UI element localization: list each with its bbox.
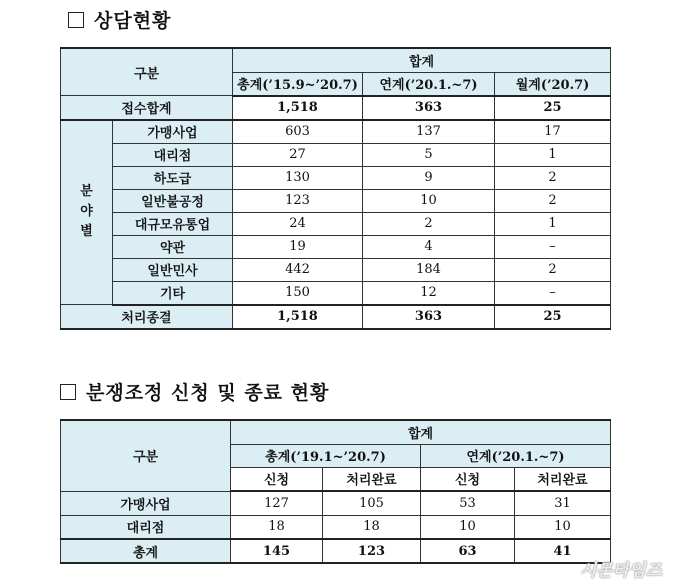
table-row <box>61 212 611 235</box>
cell-monthly: 2 <box>495 258 611 281</box>
cell-apply-yearly: 53 <box>421 491 515 515</box>
header-yearly: 연계(’20.1.~7) <box>363 72 495 96</box>
header-done: 처리완료 <box>515 467 611 491</box>
table-row <box>61 166 611 189</box>
checkbox-square-icon <box>68 12 84 28</box>
cell-apply-yearly: 63 <box>421 539 515 563</box>
header-group-yearly: 연계(’20.1.~7) <box>421 444 611 467</box>
row-label: 총계 <box>61 539 231 563</box>
cell-total: 123 <box>233 189 363 212</box>
cell-total: 1,518 <box>233 305 363 329</box>
row-label: 접수합계 <box>61 96 233 120</box>
cell-apply-total: 18 <box>231 515 323 539</box>
table-row <box>61 120 611 144</box>
cell-total: 442 <box>233 258 363 281</box>
cell-done-total: 18 <box>323 515 421 539</box>
cell-apply-total: 127 <box>231 491 323 515</box>
header-total: 총계(’15.9~’20.7) <box>233 72 363 96</box>
row-label: 가맹사업 <box>113 120 233 144</box>
cell-yearly: 184 <box>363 258 495 281</box>
row-label: 일반민사 <box>113 258 233 281</box>
table-row <box>61 143 611 166</box>
closed-row <box>61 305 611 329</box>
cell-yearly: 4 <box>363 235 495 258</box>
cell-yearly: 10 <box>363 189 495 212</box>
cell-yearly: 363 <box>363 305 495 329</box>
cell-done-total: 105 <box>323 491 421 515</box>
total-row <box>61 539 611 563</box>
section2-heading <box>60 378 329 405</box>
field-label-char: 별 <box>80 224 93 240</box>
header-group-total: 총계(’19.1~’20.7) <box>231 444 421 467</box>
cell-total: 603 <box>233 120 363 144</box>
cell-yearly: 9 <box>363 166 495 189</box>
cell-monthly: 2 <box>495 166 611 189</box>
cell-done-yearly: 31 <box>515 491 611 515</box>
cell-apply-total: 145 <box>231 539 323 563</box>
received-row <box>61 96 611 120</box>
table-row <box>61 189 611 212</box>
section1-title: 상담현황 <box>94 10 172 32</box>
header-category: 구분 <box>61 420 231 491</box>
cell-done-yearly: 10 <box>515 515 611 539</box>
cell-total: 19 <box>233 235 363 258</box>
header-apply: 신청 <box>231 467 323 491</box>
header-sum: 합계 <box>233 48 611 72</box>
cell-monthly: – <box>495 235 611 258</box>
cell-monthly: – <box>495 281 611 305</box>
cell-done-yearly: 41 <box>515 539 611 563</box>
header-category: 구분 <box>61 48 233 96</box>
cell-yearly: 12 <box>363 281 495 305</box>
row-label: 하도급 <box>113 166 233 189</box>
cell-monthly: 1 <box>495 212 611 235</box>
cell-yearly: 5 <box>363 143 495 166</box>
table-row <box>61 281 611 305</box>
row-label: 대리점 <box>61 515 231 539</box>
cell-monthly: 1 <box>495 143 611 166</box>
header-apply: 신청 <box>421 467 515 491</box>
watermark-logo: 시몬타임즈 <box>579 561 662 581</box>
cell-monthly: 17 <box>495 120 611 144</box>
row-label: 일반불공정 <box>113 189 233 212</box>
row-label: 대리점 <box>113 143 233 166</box>
cell-total: 130 <box>233 166 363 189</box>
field-label-char: 야 <box>80 204 93 220</box>
cell-total: 150 <box>233 281 363 305</box>
row-label: 처리종결 <box>61 305 233 329</box>
cell-yearly: 363 <box>363 96 495 120</box>
cell-total: 24 <box>233 212 363 235</box>
header-done: 처리완료 <box>323 467 421 491</box>
cell-yearly: 137 <box>363 120 495 144</box>
table-row <box>61 235 611 258</box>
cell-yearly: 2 <box>363 212 495 235</box>
field-label <box>61 120 113 305</box>
dispute-table <box>60 419 611 564</box>
table-row <box>61 515 611 539</box>
cell-total: 27 <box>233 143 363 166</box>
consultation-table <box>60 47 611 330</box>
cell-total: 1,518 <box>233 96 363 120</box>
row-label: 가맹사업 <box>61 491 231 515</box>
field-label-char: 분 <box>80 184 93 200</box>
header-sum: 합계 <box>231 420 611 444</box>
header-monthly: 월계(’20.7) <box>495 72 611 96</box>
row-label: 기타 <box>113 281 233 305</box>
cell-monthly: 25 <box>495 305 611 329</box>
section1-heading <box>68 6 171 33</box>
cell-done-total: 123 <box>323 539 421 563</box>
table-row <box>61 258 611 281</box>
row-label: 약관 <box>113 235 233 258</box>
checkbox-square-icon <box>60 384 76 400</box>
section2-title: 분쟁조정 신청 및 종료 현황 <box>86 382 330 404</box>
row-label: 대규모유통업 <box>113 212 233 235</box>
cell-apply-yearly: 10 <box>421 515 515 539</box>
cell-monthly: 25 <box>495 96 611 120</box>
cell-monthly: 2 <box>495 189 611 212</box>
table-row <box>61 491 611 515</box>
